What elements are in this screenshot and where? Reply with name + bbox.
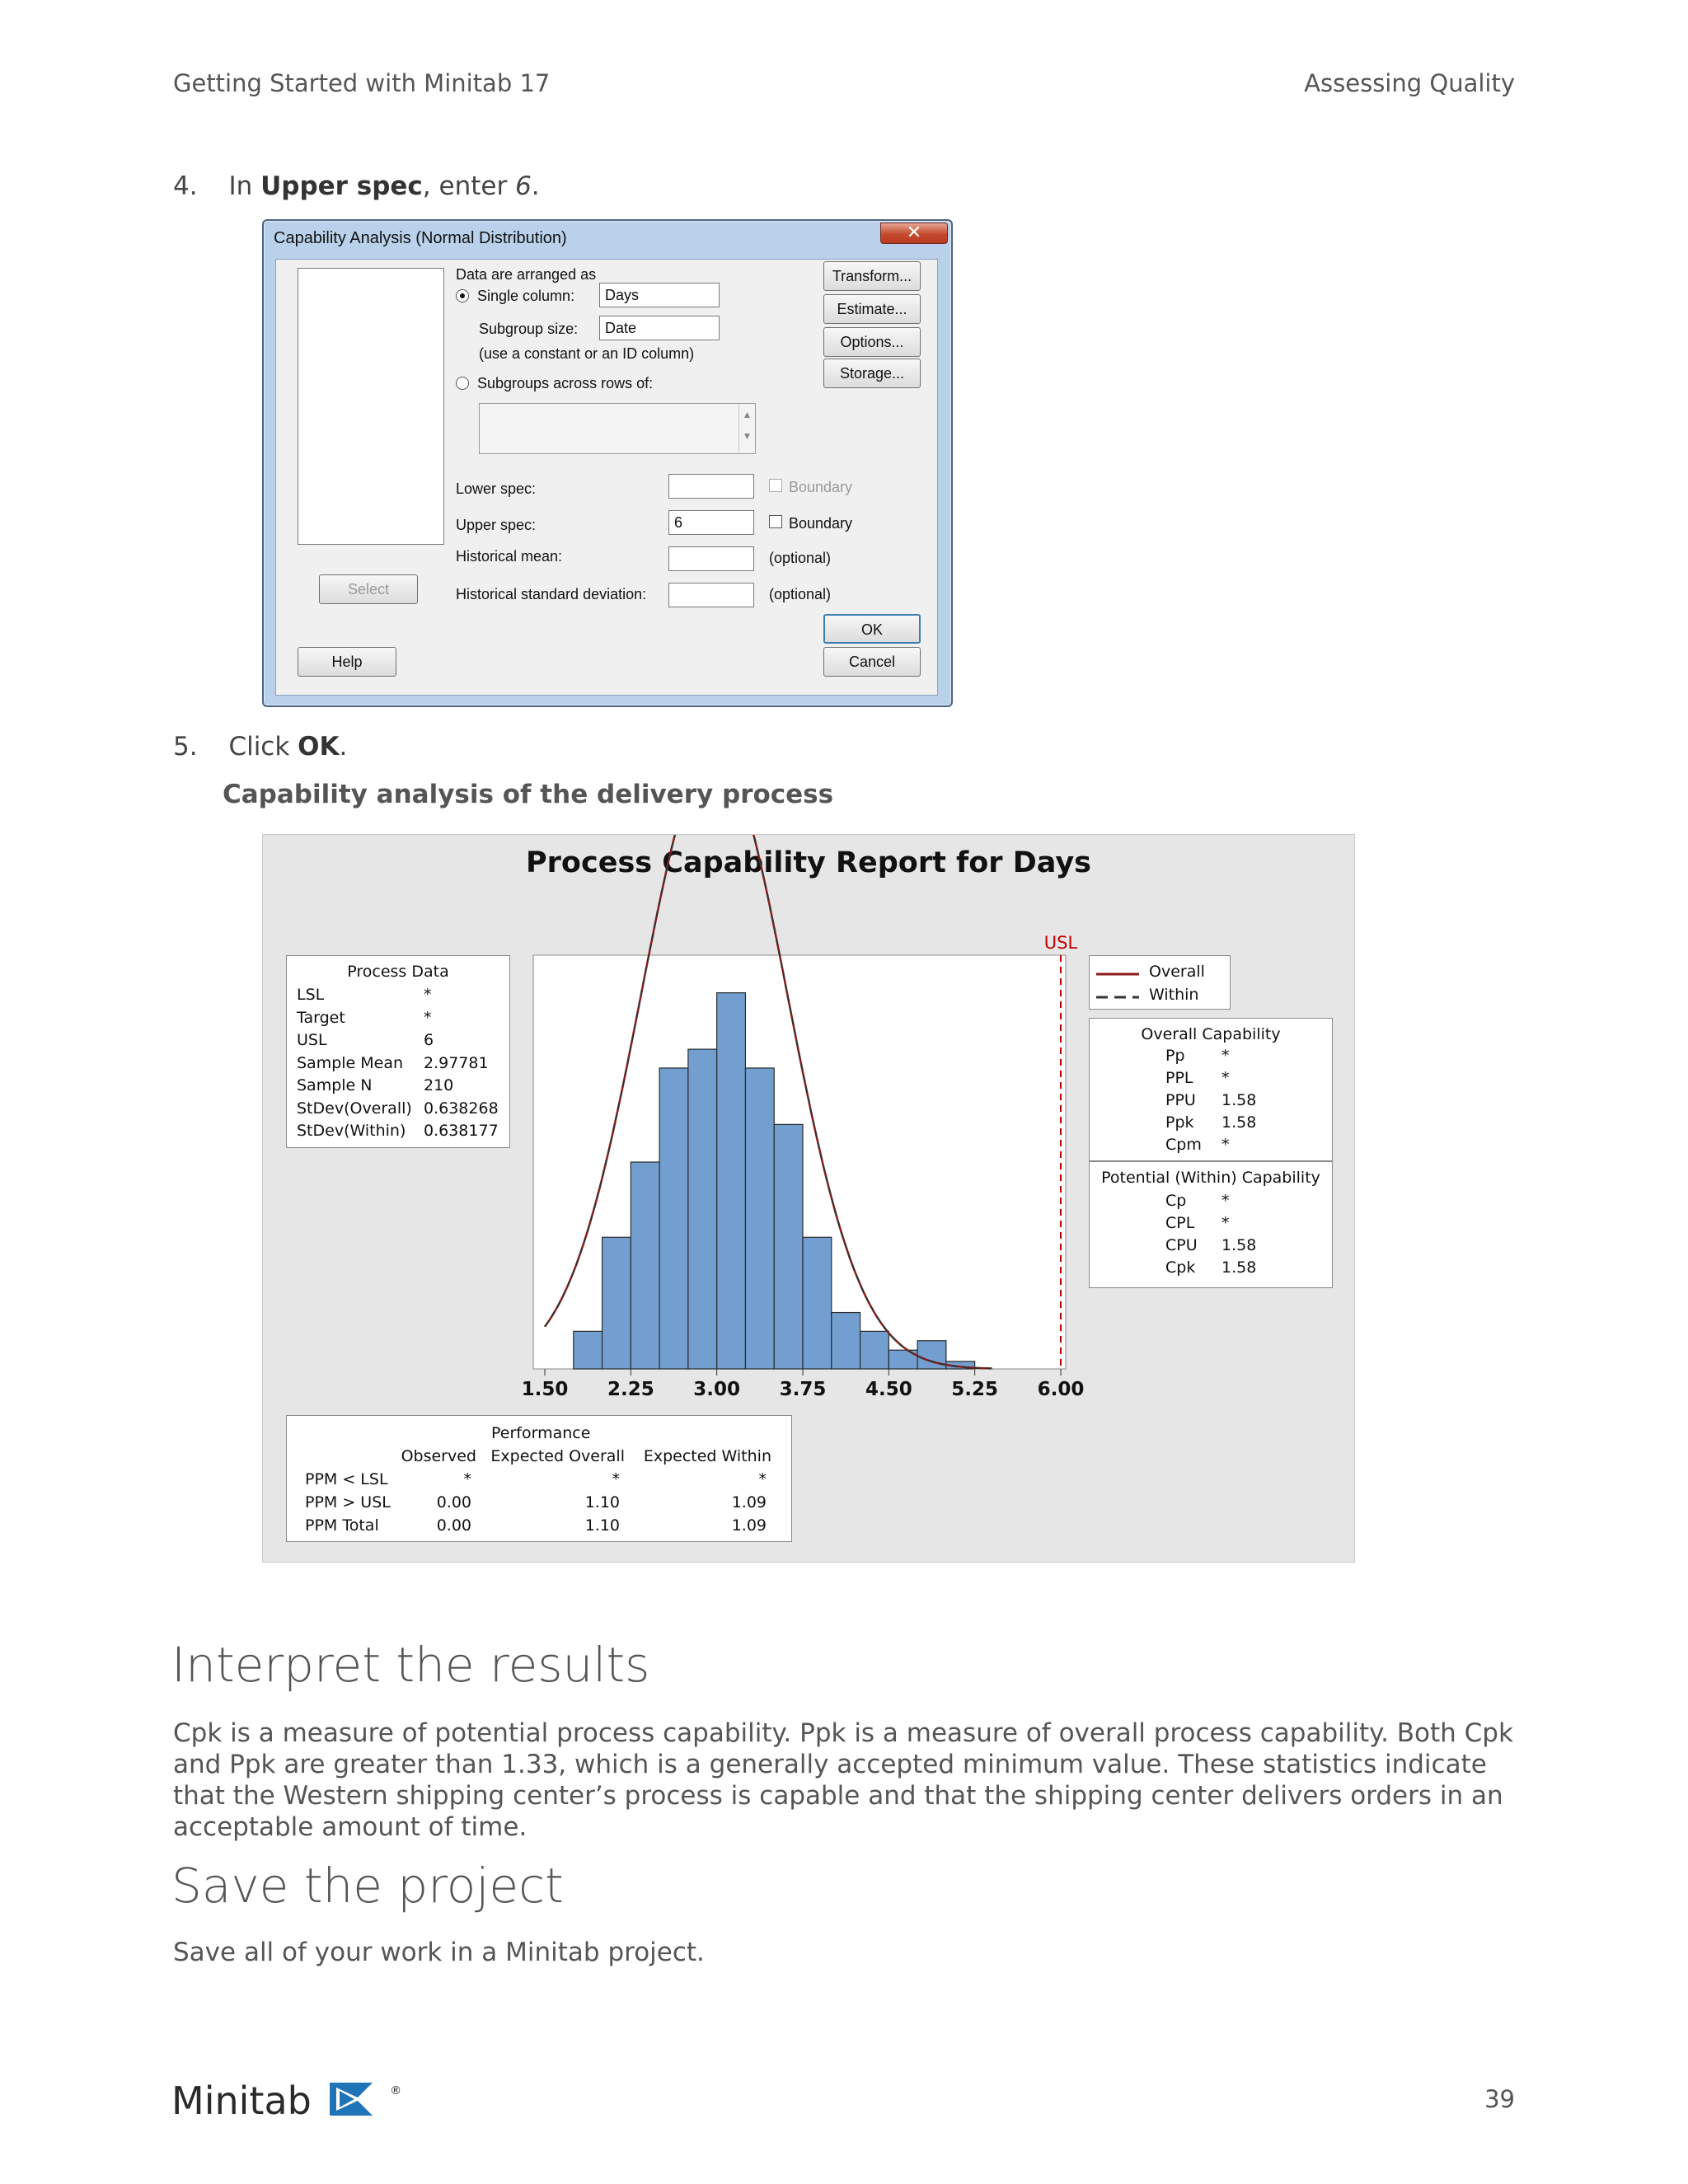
within-capability-label: CPL xyxy=(1165,1214,1195,1232)
overall-capability-label: Ppk xyxy=(1165,1113,1194,1132)
process-data-label: Sample Mean xyxy=(297,1053,404,1072)
interpret-heading: Interpret the results xyxy=(171,1637,650,1693)
overall-capability-label: Pp xyxy=(1165,1047,1185,1065)
overall-capability-label: PPU xyxy=(1165,1091,1196,1109)
performance-cell: 1.09 xyxy=(731,1493,767,1511)
subgroups-across-radio[interactable] xyxy=(456,377,469,390)
ok-button[interactable]: OK xyxy=(823,614,921,644)
step-bold: Upper spec xyxy=(260,171,423,201)
histogram-bar xyxy=(745,1068,774,1369)
save-heading: Save the project xyxy=(171,1858,564,1914)
step-4 xyxy=(173,171,540,201)
figure-caption: Capability analysis of the delivery process xyxy=(223,780,834,809)
step-5 xyxy=(173,732,347,762)
lower-boundary-label: Boundary xyxy=(789,479,853,495)
x-tick-label: 3.75 xyxy=(779,1379,827,1400)
lower-spec-field[interactable] xyxy=(668,474,754,499)
process-data-value: 0.638177 xyxy=(424,1122,499,1140)
step-end: . xyxy=(339,732,348,762)
process-data-label: StDev(Within) xyxy=(297,1122,406,1140)
overall-capability-value: 1.58 xyxy=(1221,1091,1257,1109)
report-title: Process Capability Report for Days xyxy=(526,846,1091,879)
historical-mean-optional: (optional) xyxy=(769,550,832,566)
x-tick-label: 1.50 xyxy=(521,1379,569,1400)
histogram-bar xyxy=(774,1124,803,1369)
performance-table xyxy=(286,1415,792,1542)
histogram-bar xyxy=(717,993,746,1369)
within-capability-label: Cp xyxy=(1165,1192,1187,1210)
x-tick-label: 2.25 xyxy=(607,1379,654,1400)
scrollbar[interactable]: ▲ ▼ xyxy=(738,404,755,453)
within-capability-value: 1.58 xyxy=(1221,1258,1257,1277)
capability-report xyxy=(262,834,1355,1563)
process-data-value: * xyxy=(424,1008,432,1027)
process-data-label: Sample N xyxy=(297,1076,373,1094)
step-number: 4. xyxy=(173,171,198,201)
historical-sd-label: Historical standard deviation: xyxy=(456,586,647,602)
within-capability-value: 1.58 xyxy=(1221,1236,1257,1254)
upper-spec-field[interactable]: 6 xyxy=(668,510,754,535)
performance-cell: 1.09 xyxy=(731,1516,767,1535)
lower-spec-label: Lower spec: xyxy=(456,480,537,497)
page-number: 39 xyxy=(1484,2085,1515,2113)
usl-label: USL xyxy=(1043,933,1078,953)
logo-wordmark: Minitab xyxy=(171,2079,312,2123)
running-header-right: Assessing Quality xyxy=(1304,69,1515,97)
legend-within-label: Within xyxy=(1149,986,1199,1004)
within-capability-value: * xyxy=(1221,1214,1230,1232)
performance-cell: 0.00 xyxy=(436,1516,471,1535)
histogram-bar xyxy=(574,1331,603,1369)
running-header-left: Getting Started with Minitab 17 xyxy=(173,69,551,97)
performance-header: Observed xyxy=(401,1447,476,1465)
within-capability-label: CPU xyxy=(1165,1236,1198,1254)
subgroup-hint: (use a constant or an ID column) xyxy=(479,345,695,362)
historical-mean-label: Historical mean: xyxy=(456,548,563,565)
legend-swatches xyxy=(1093,958,1142,1007)
performance-cell: 1.10 xyxy=(584,1493,620,1511)
histogram-bar xyxy=(688,1049,717,1369)
lower-boundary-checkbox[interactable] xyxy=(769,479,782,492)
dialog-body xyxy=(275,259,938,696)
histogram-bar xyxy=(603,1237,631,1369)
single-column-radio[interactable] xyxy=(456,289,469,302)
historical-mean-field[interactable] xyxy=(668,546,754,571)
histogram-bar xyxy=(860,1331,889,1369)
histogram-bar xyxy=(832,1313,860,1369)
process-data-value: 6 xyxy=(424,1031,434,1049)
subgroups-across-label: Subgroups across rows of: xyxy=(477,375,654,391)
performance-row-label: PPM > USL xyxy=(305,1493,391,1511)
registered-mark: ® xyxy=(390,2084,402,2097)
histogram-bar xyxy=(659,1068,688,1369)
historical-sd-field[interactable] xyxy=(668,583,754,607)
overall-capability-label: PPL xyxy=(1165,1069,1193,1087)
step-text: In xyxy=(228,171,261,201)
process-data-label: LSL xyxy=(297,986,325,1004)
overall-capability-value: * xyxy=(1221,1136,1230,1154)
legend-overall-label: Overall xyxy=(1149,963,1205,981)
upper-spec-label: Upper spec: xyxy=(456,517,537,533)
step-number: 5. xyxy=(173,732,198,762)
process-data-value: * xyxy=(424,986,432,1004)
interpret-text: Cpk is a measure of potential process capability. Ppk is a measure of overall process capability. Both Cpk and Ppk are greater than 1.33, which is a generally accepted minimum value. These statistics indicate that the Western shipping center’s process is capable and that the shipping center delivers orders in an acceptable amount of time. xyxy=(173,1718,1513,1842)
histogram-bar xyxy=(631,1162,659,1369)
histogram-bar xyxy=(803,1237,832,1369)
performance-cell: * xyxy=(463,1470,471,1488)
process-data-value: 0.638268 xyxy=(424,1099,499,1118)
overall-capability-label: Cpm xyxy=(1165,1136,1202,1154)
overall-capability-value: * xyxy=(1221,1069,1230,1087)
cancel-button[interactable]: Cancel xyxy=(823,647,921,677)
options-button[interactable]: Options... xyxy=(823,327,921,357)
minitab-logo xyxy=(171,2079,401,2123)
storage-button[interactable]: Storage... xyxy=(823,359,921,388)
performance-header: Expected Overall xyxy=(490,1447,625,1465)
within-capability-title: Potential (Within) Capability xyxy=(1101,1169,1320,1187)
performance-cell: * xyxy=(758,1470,767,1488)
subgroup-size-label: Subgroup size: xyxy=(479,321,579,337)
performance-header: Expected Within xyxy=(643,1447,771,1465)
x-tick-label: 3.00 xyxy=(693,1379,741,1400)
single-column-label: Single column: xyxy=(477,288,575,304)
subgroup-size-field[interactable]: Date xyxy=(599,316,720,340)
capability-analysis-dialog xyxy=(262,219,953,707)
within-capability-label: Cpk xyxy=(1165,1258,1196,1277)
close-button[interactable]: ✕ xyxy=(880,223,948,244)
step-text-2: , enter xyxy=(422,171,516,201)
upper-boundary-label: Boundary xyxy=(789,515,853,532)
step-bold: OK xyxy=(298,732,340,762)
historical-sd-optional: (optional) xyxy=(769,586,832,602)
process-data-label: StDev(Overall) xyxy=(297,1099,412,1118)
within-capability-box xyxy=(1089,1161,1333,1288)
overall-capability-title: Overall Capability xyxy=(1141,1025,1281,1043)
help-button[interactable]: Help xyxy=(298,647,396,677)
legend-box xyxy=(1089,955,1231,1010)
overall-capability-box xyxy=(1089,1018,1333,1161)
overall-capability-value: * xyxy=(1221,1047,1230,1065)
process-data-value: 210 xyxy=(424,1076,454,1094)
x-tick-label: 6.00 xyxy=(1037,1379,1085,1400)
step-end: . xyxy=(531,171,540,201)
process-data-title: Process Data xyxy=(347,963,449,981)
arranged-label: Data are arranged as xyxy=(456,266,597,283)
select-button[interactable]: Select xyxy=(319,574,418,604)
within-capability-value: * xyxy=(1221,1192,1230,1210)
performance-title: Performance xyxy=(491,1424,591,1442)
overall-capability-value: 1.58 xyxy=(1221,1113,1257,1132)
single-column-field[interactable]: Days xyxy=(599,283,720,307)
estimate-button[interactable]: Estimate... xyxy=(823,294,921,324)
minitab-flag-icon xyxy=(328,2079,377,2119)
step-text: Click xyxy=(228,732,298,762)
process-data-label: USL xyxy=(297,1031,327,1049)
performance-row-label: PPM < LSL xyxy=(305,1470,388,1488)
performance-cell: * xyxy=(612,1470,620,1488)
subgroups-across-field[interactable] xyxy=(479,403,756,454)
performance-cell: 1.10 xyxy=(584,1516,620,1535)
upper-boundary-checkbox[interactable] xyxy=(769,515,782,528)
transform-button[interactable]: Transform... xyxy=(823,261,921,291)
x-tick-label: 5.25 xyxy=(951,1379,999,1400)
dialog-title: Capability Analysis (Normal Distribution) xyxy=(274,229,567,247)
process-data-label: Target xyxy=(297,1008,345,1027)
save-text: Save all of your work in a Minitab project. xyxy=(173,1938,705,1967)
performance-row-label: PPM Total xyxy=(305,1516,379,1535)
variable-list[interactable] xyxy=(298,268,444,545)
step-value: 6 xyxy=(515,171,532,201)
x-tick-label: 4.50 xyxy=(865,1379,912,1400)
performance-cell: 0.00 xyxy=(436,1493,471,1511)
process-data-value: 2.97781 xyxy=(424,1053,489,1072)
